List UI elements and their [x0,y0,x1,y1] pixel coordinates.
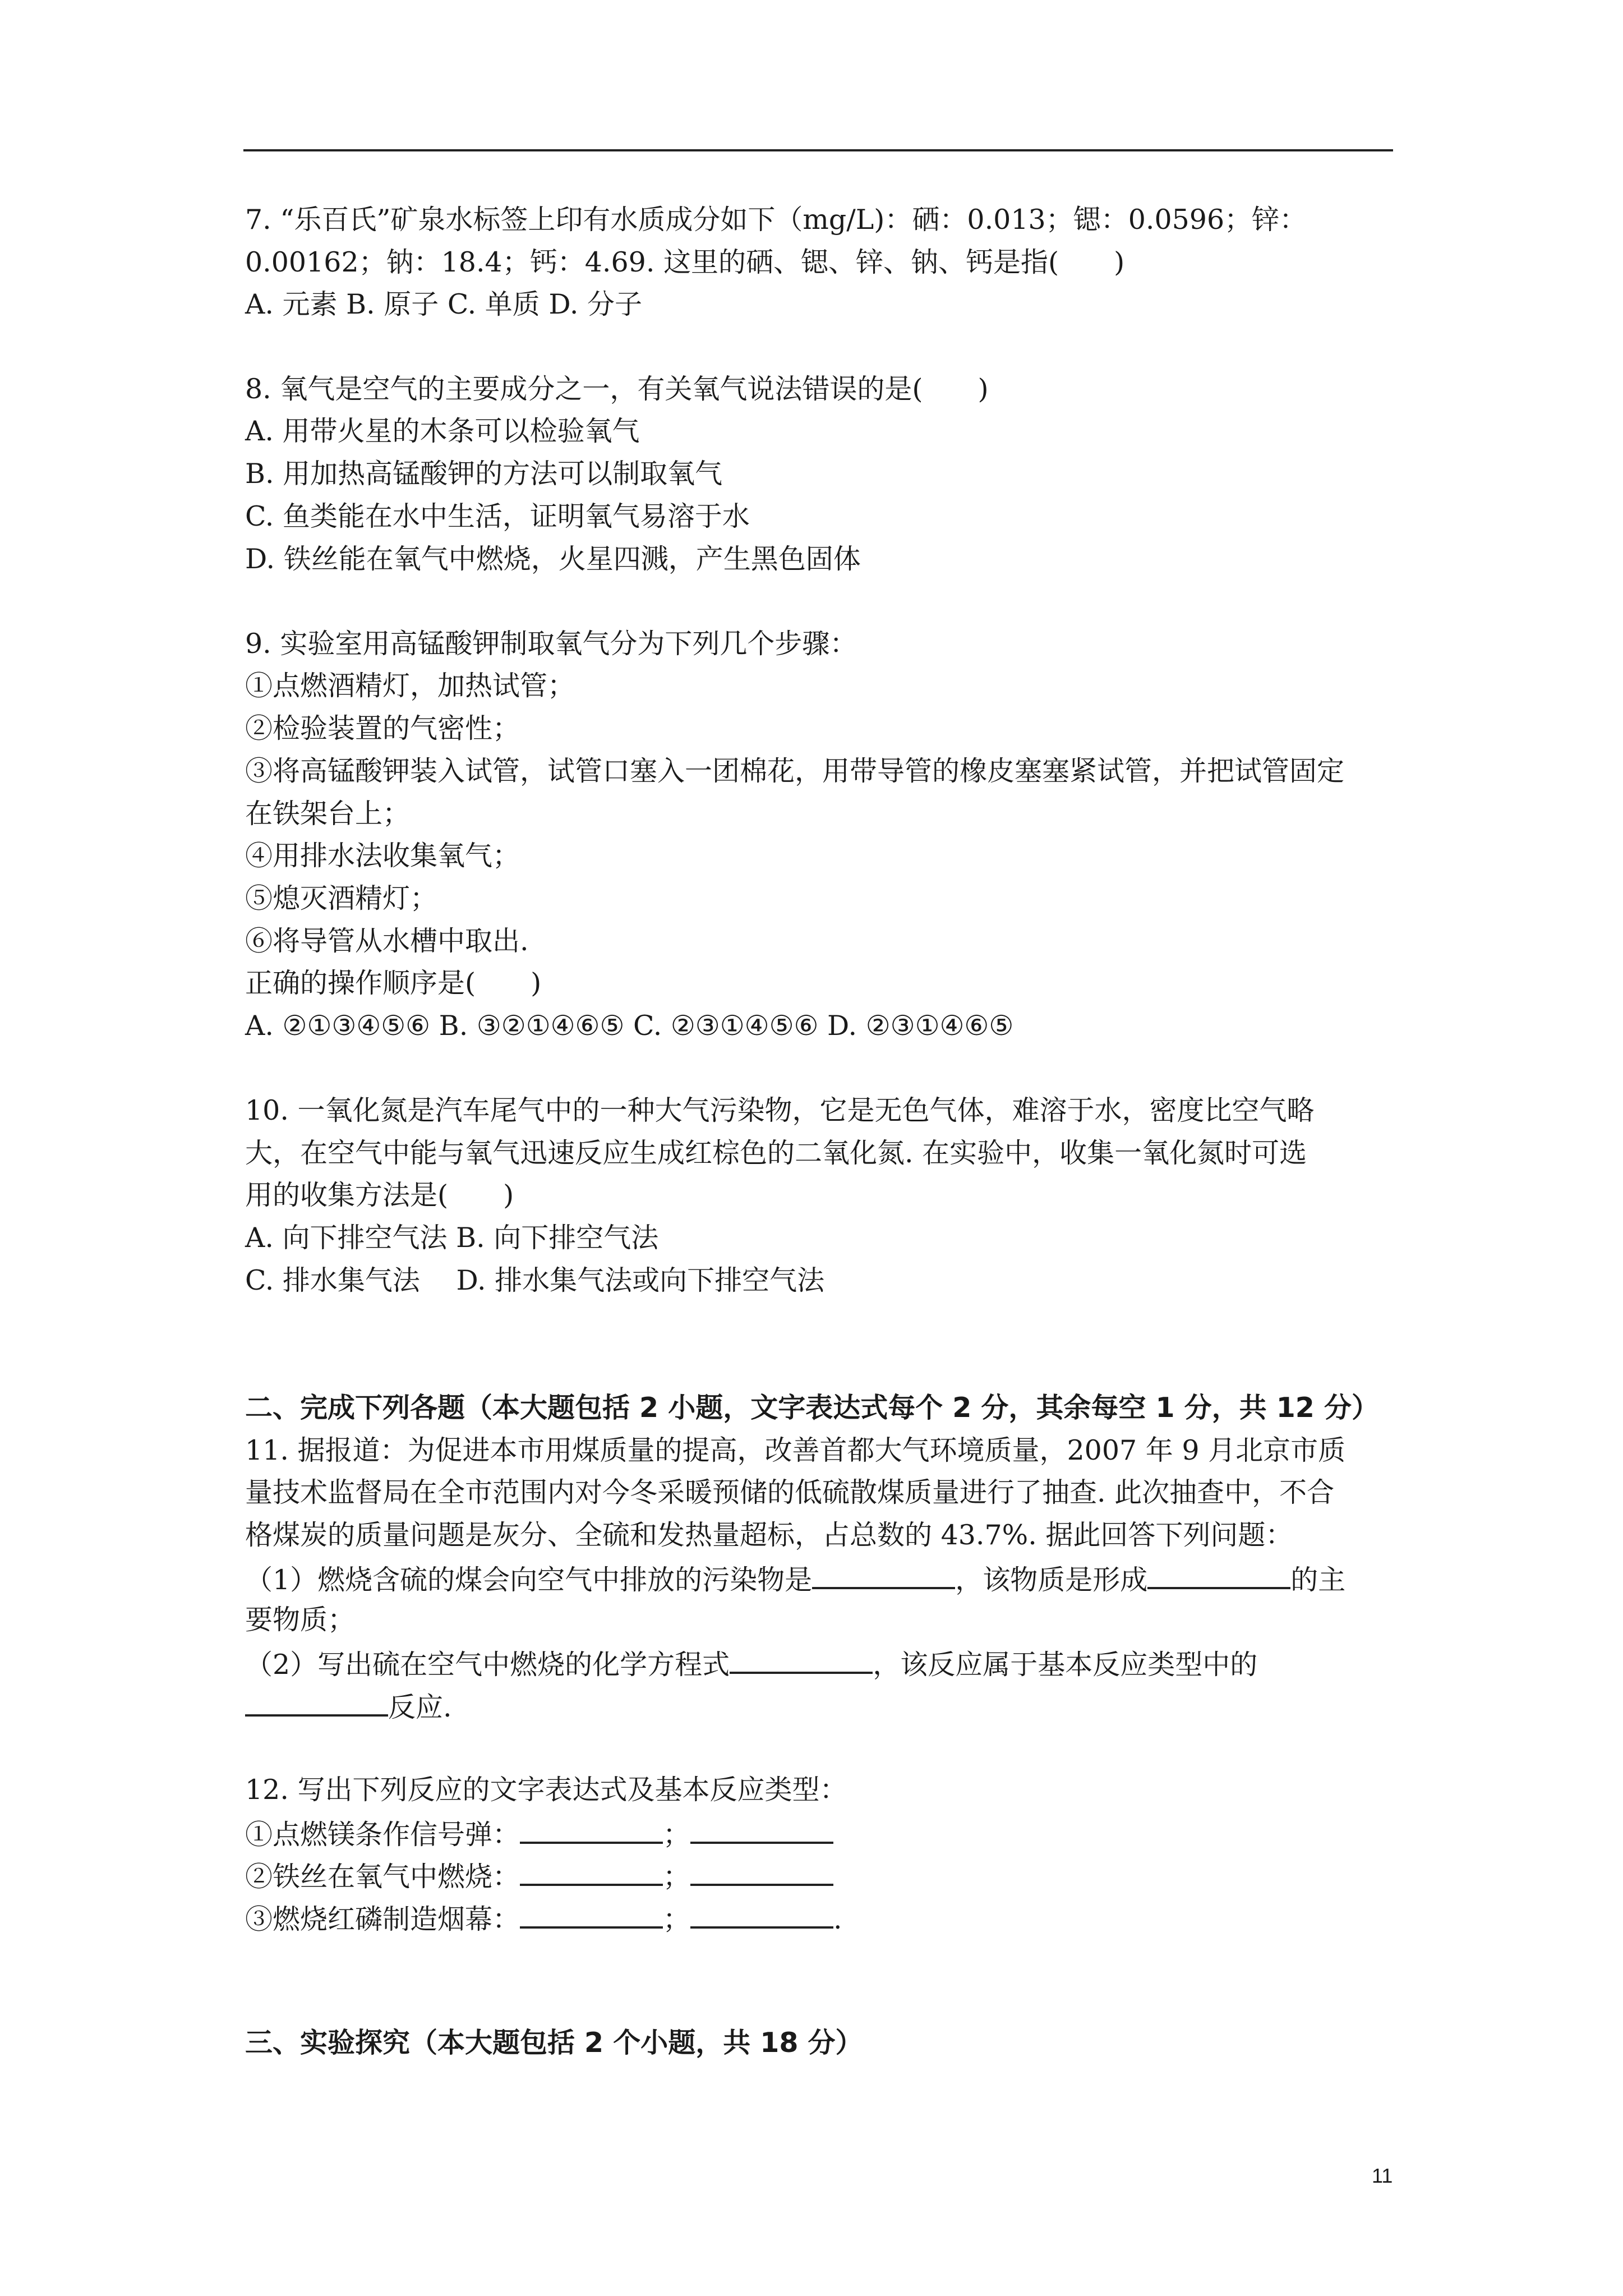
q9-step-6: ⑥将导管从水槽中取出. [245,925,529,957]
answer-blank[interactable] [730,1646,873,1674]
answer-blank[interactable] [690,1816,833,1844]
q12-reaction-2 [245,1858,833,1894]
q11-part-2-text-c: 反应. [388,1691,452,1723]
q11-line-3: 格煤炭的质量问题是灰分、全硫和发热量超标，占总数的 43.7%. 据此回答下列问题： [245,1519,1293,1551]
q11-part-1-cont: 要物质； [245,1604,356,1636]
q12-reaction-3 [245,1901,842,1936]
q9-ask: 正确的操作顺序是( ) [245,967,542,999]
header-rule [243,149,1393,151]
q10-line-1: 10. 一氧化氮是汽车尾气中的一种大气污染物，它是无色气体，难溶于水，密度比空气略 [245,1094,1315,1126]
q8-option-a: A. 用带火星的木条可以检验氧气 [245,415,640,447]
section-3-heading: 三、实验探究（本大题包括 2 个小题，共 18 分） [245,2027,863,2059]
q11-part-1-text-c: 的主 [1290,1564,1346,1596]
q8-stem: 8. 氧气是空气的主要成分之一，有关氧气说法错误的是( ) [245,373,989,405]
separator: ； [663,1819,691,1851]
q10-line-3: 用的收集方法是( ) [245,1179,514,1211]
q7-line-2: 0.00162；钠：18.4；钙：4.69. 这里的硒、锶、锌、钠、钙是指( ) [245,246,1125,278]
q11-part-1-text-a: （1）燃烧含硫的煤会向空气中排放的污染物是 [245,1564,813,1596]
q11-part-1-text-b: ，该物质是形成 [955,1564,1148,1596]
separator: ； [663,1861,691,1893]
answer-blank[interactable] [245,1688,388,1717]
answer-blank[interactable] [812,1561,955,1589]
q12-stem: 12. 写出下列反应的文字表达式及基本反应类型： [245,1774,847,1806]
q8-option-c: C. 鱼类能在水中生活，证明氧气易溶于水 [245,500,750,532]
q10-line-2: 大，在空气中能与氧气迅速反应生成红棕色的二氧化氮. 在实验中，收集一氧化氮时可选 [245,1137,1307,1169]
q8-option-d: D. 铁丝能在氧气中燃烧，火星四溅，产生黑色固体 [245,543,861,575]
q9-stem: 9. 实验室用高锰酸钾制取氧气分为下列几个步骤： [245,628,857,660]
q12-reaction-3-label: ③燃烧红磷制造烟幕： [245,1903,520,1935]
page-number: 11 [1372,2164,1393,2187]
q11-line-2: 量技术监督局在全市范围内对今冬采暖预储的低硫散煤质量进行了抽查. 此次抽查中，不合 [245,1476,1335,1508]
separator: ； [663,1903,691,1935]
answer-blank[interactable] [520,1816,663,1844]
q7-line-1: 7. “乐百氏”矿泉水标签上印有水质成分如下（mg/L)：硒：0.013；锶：0.0596；锌： [245,204,1307,236]
q11-part-2-text-b: ，该反应属于基本反应类型中的 [873,1649,1258,1681]
q11-part-1 [245,1561,1345,1597]
q9-step-3b: 在铁架台上； [245,798,411,830]
answer-blank[interactable] [1147,1561,1290,1589]
q12-reaction-2-label: ②铁丝在氧气中燃烧： [245,1861,520,1893]
q11-part-2 [245,1646,1257,1682]
q12-reaction-1-label: ①点燃镁条作信号弹： [245,1819,520,1851]
answer-blank[interactable] [690,1901,833,1929]
answer-blank[interactable] [520,1901,663,1929]
q9-step-4: ④用排水法收集氧气； [245,840,520,872]
q11-part-2-text-a: （2）写出硫在空气中燃烧的化学方程式 [245,1649,730,1681]
q9-step-5: ⑤熄灭酒精灯； [245,882,438,914]
answer-blank[interactable] [690,1858,833,1886]
q8-option-b: B. 用加热高锰酸钾的方法可以制取氧气 [245,458,723,490]
q11-part-2-cont [245,1688,452,1724]
q9-step-1: ①点燃酒精灯，加热试管； [245,670,575,702]
section-2-heading: 二、完成下列各题（本大题包括 2 小题，文字表达式每个 2 分，其余每空 1 分，共 12 分） [245,1392,1379,1424]
period: . [833,1903,842,1935]
q9-step-3a: ③将高锰酸钾装入试管，试管口塞入一团棉花，用带导管的橡皮塞塞紧试管，并把试管固定 [245,755,1345,787]
q9-step-2: ②检验装置的气密性； [245,712,520,744]
q10-options-cd: C. 排水集气法 D. 排水集气法或向下排空气法 [245,1264,825,1296]
q9-options: A. ②①③④⑤⑥ B. ③②①④⑥⑤ C. ②③①④⑤⑥ D. ②③①④⑥⑤ [245,1010,1014,1042]
q11-line-1: 11. 据报道：为促进本市用煤质量的提高，改善首都大气环境质量，2007 年 9 月北京市质 [245,1434,1346,1466]
q10-options-ab: A. 向下排空气法 B. 向下排空气法 [245,1222,659,1254]
q12-reaction-1 [245,1816,833,1852]
answer-blank[interactable] [520,1858,663,1886]
q7-options: A. 元素 B. 原子 C. 单质 D. 分子 [245,288,643,320]
